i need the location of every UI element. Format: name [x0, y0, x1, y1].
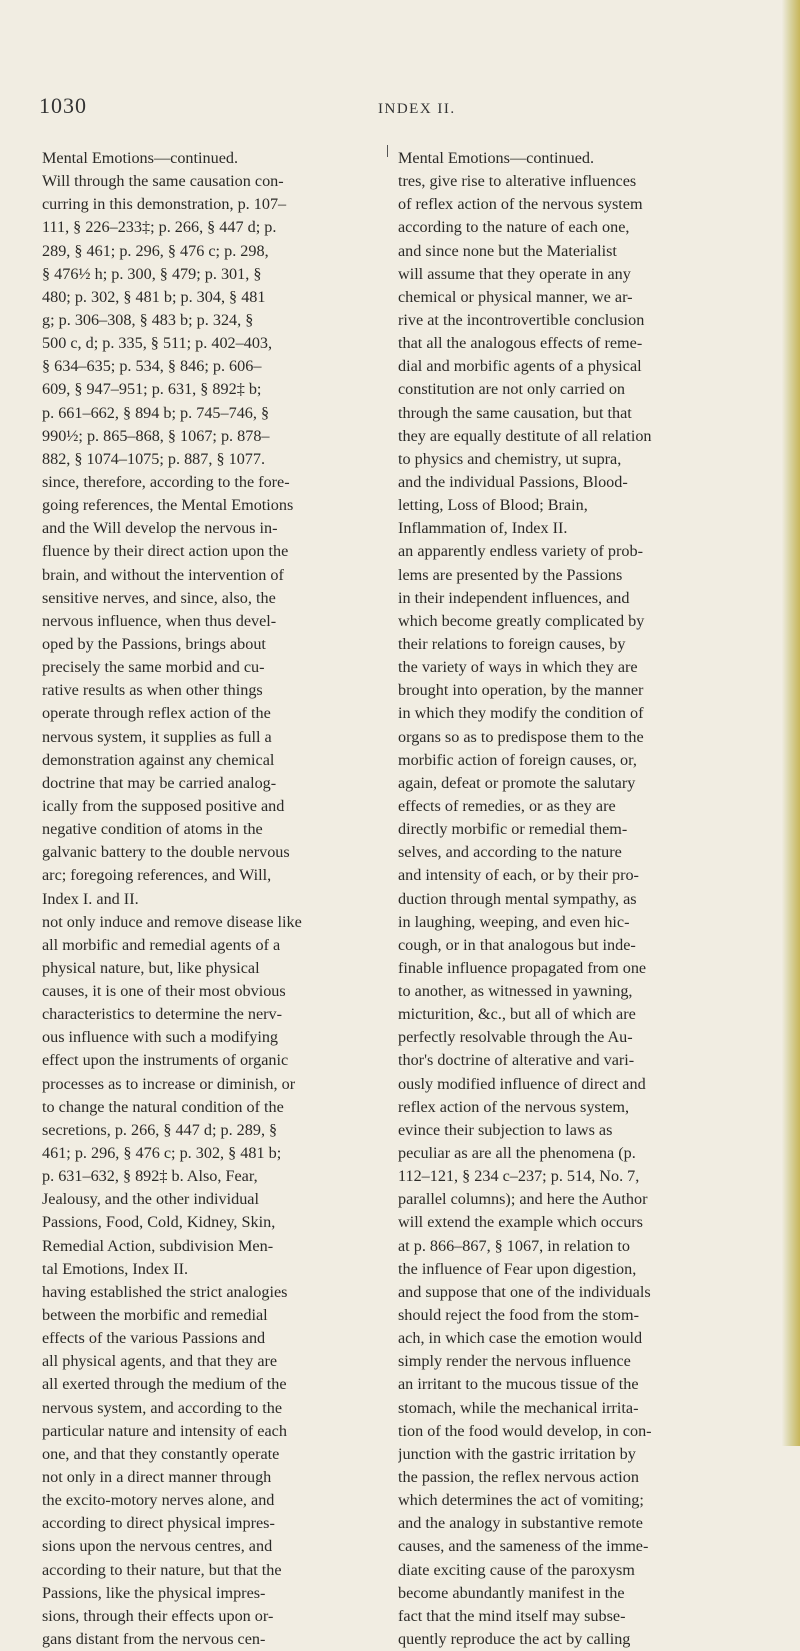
text-line: particular nature and intensity of each: [42, 1421, 287, 1440]
text-line: brought into operation, by the manner: [398, 681, 644, 700]
text-line: 112–121, § 234 c–237; p. 514, No. 7,: [398, 1167, 640, 1186]
text-line: and the individual Passions, Blood-: [398, 472, 628, 491]
text-line: constitution are not only carried on: [398, 380, 626, 399]
text-line: should reject the food from the stom-: [398, 1306, 639, 1325]
text-line: to another, as witnessed in yawning,: [398, 982, 633, 1001]
text-line: in their independent influences, and: [398, 588, 630, 607]
text-line: not only in a direct manner through: [42, 1468, 272, 1487]
text-line: peculiar as are all the phenomena (p.: [398, 1144, 636, 1163]
text-line: the influence of Fear upon digestion,: [398, 1259, 637, 1278]
text-line: at p. 866–867, § 1067, in relation to: [398, 1236, 630, 1255]
running-head: INDEX II.: [378, 101, 456, 117]
text-line: and since none but the Materialist: [398, 241, 617, 260]
text-line: tres, give rise to alterative influences: [398, 172, 637, 191]
text-line: of reflex action of the nervous system: [398, 195, 643, 214]
text-line: Mental Emotions—continued.: [42, 149, 239, 167]
text-line: one, and that they constantly operate: [42, 1444, 280, 1463]
text-line: to change the natural condition of the: [42, 1097, 284, 1116]
text-line: ach, in which case the emotion would: [398, 1329, 643, 1348]
text-line: selves, and according to the nature: [398, 843, 622, 862]
text-line: Passions, like the physical impres-: [42, 1583, 266, 1602]
text-line: g; p. 306–308, § 483 b; p. 324, §: [42, 310, 254, 329]
text-line: and intensity of each, or by their pro-: [398, 866, 639, 885]
text-line: 500 c, d; p. 335, § 511; p. 402–403,: [42, 334, 273, 353]
text-line: ically from the supposed positive and: [42, 796, 285, 815]
text-line: rive at the incontrovertible conclusion: [398, 310, 645, 329]
text-line: Index I. and II.: [42, 889, 139, 908]
text-line: cough, or in that analogous but inde-: [398, 935, 636, 954]
text-line: since, therefore, according to the fore-: [42, 472, 290, 491]
text-line: their relations to foreign causes, by: [398, 634, 626, 653]
text-line: which become greatly complicated by: [398, 611, 645, 630]
text-line: curring in this demonstration, p. 107–: [42, 195, 287, 214]
text-line: all physical agents, and that they are: [42, 1352, 278, 1371]
text-line: physical nature, but, like physical: [42, 958, 260, 977]
text-line: that all the analogous effects of reme-: [398, 334, 643, 353]
text-line: Will through the same causation con-: [42, 172, 284, 191]
text-line: according to direct physical impres-: [42, 1514, 275, 1533]
text-line: operate through reflex action of the: [42, 704, 271, 723]
text-line: Passions, Food, Cold, Kidney, Skin,: [42, 1213, 276, 1232]
text-line: fact that the mind itself may subse-: [398, 1606, 626, 1625]
text-line: effect upon the instruments of organic: [42, 1051, 289, 1070]
text-line: diate exciting cause of the paroxysm: [398, 1560, 635, 1579]
page-number: 1030: [39, 93, 87, 118]
text-line: tion of the food would develop, in con-: [398, 1421, 652, 1440]
text-line: ously modified influence of direct and: [398, 1074, 646, 1093]
text-line: which determines the act of vomiting;: [398, 1491, 644, 1510]
text-line: chemical or physical manner, we ar-: [398, 287, 633, 306]
text-line: they are equally destitute of all relation: [398, 426, 652, 445]
text-line: parallel columns); and here the Author: [398, 1190, 648, 1209]
text-line: an irritant to the mucous tissue of the: [398, 1375, 639, 1394]
text-line: § 634–635; p. 534, § 846; p. 606–: [42, 357, 262, 376]
text-line: the variety of ways in which they are: [398, 658, 638, 677]
text-line: through the same causation, but that: [398, 403, 632, 422]
text-line: duction through mental sympathy, as: [398, 889, 637, 908]
text-line: all morbific and remedial agents of a: [42, 935, 281, 954]
text-line: going references, the Mental Emotions: [42, 496, 294, 515]
text-line: having established the strict analogies: [42, 1282, 288, 1301]
text-line: 990½; p. 865–868, § 1067; p. 878–: [42, 426, 270, 445]
text-line: 289, § 461; p. 296, § 476 c; p. 298,: [42, 241, 269, 260]
text-line: nervous system, it supplies as full a: [42, 727, 272, 746]
text-line: and the Will develop the nervous in-: [42, 519, 278, 538]
text-line: galvanic battery to the double nervous: [42, 843, 290, 862]
text-line: fluence by their direct action upon the: [42, 542, 289, 561]
text-line: tal Emotions, Index II.: [42, 1259, 189, 1278]
text-line: § 476½ h; p. 300, § 479; p. 301, §: [42, 264, 262, 283]
text-line: Remedial Action, subdivision Men-: [42, 1236, 274, 1255]
text-line: again, defeat or promote the salutary: [398, 773, 636, 792]
text-line: Inflammation of, Index II.: [398, 519, 568, 538]
text-line: according to the nature of each one,: [398, 218, 630, 237]
text-line: characteristics to determine the nerv-: [42, 1005, 282, 1024]
page-edge: [782, 0, 800, 1446]
text-line: 882, § 1074–1075; p. 887, § 1077.: [42, 449, 266, 468]
left-column: [42, 147, 377, 1651]
text-line: evince their subjection to laws as: [398, 1120, 613, 1139]
text-line: sions, through their effects upon or-: [42, 1606, 274, 1625]
text-line: 609, § 947–951; p. 631, § 892‡ b;: [42, 380, 262, 399]
text-line: p. 661–662, § 894 b; p. 745–746, §: [42, 403, 270, 422]
text-line: rative results as when other things: [42, 681, 263, 700]
text-line: and the analogy in substantive remote: [398, 1514, 643, 1533]
text-line: will extend the example which occurs: [398, 1213, 643, 1232]
text-line: micturition, &c., but all of which are: [398, 1005, 636, 1024]
text-line: sensitive nerves, and since, also, the: [42, 588, 276, 607]
text-line: and suppose that one of the individuals: [398, 1282, 651, 1301]
text-line: dial and morbific agents of a physical: [398, 357, 642, 376]
text-line: junction with the gastric irritation by: [398, 1444, 636, 1463]
text-line: precisely the same morbid and cu-: [42, 658, 265, 677]
text-line: brain, and without the intervention of: [42, 565, 284, 584]
text-line: oped by the Passions, brings about: [42, 634, 266, 653]
text-line: the excito-motory nerves alone, and: [42, 1491, 275, 1510]
text-line: according to their nature, but that the: [42, 1560, 282, 1579]
text-line: perfectly resolvable through the Au-: [398, 1028, 633, 1047]
text-line: become abundantly manifest in the: [398, 1583, 625, 1602]
text-line: simply render the nervous influence: [398, 1352, 631, 1371]
text-line: morbific action of foreign causes, or,: [398, 750, 637, 769]
column-divider: [387, 145, 388, 157]
text-line: gans distant from the nervous cen-: [42, 1630, 266, 1648]
text-line: negative condition of atoms in the: [42, 820, 263, 839]
text-line: secretions, p. 266, § 447 d; p. 289, §: [42, 1120, 278, 1139]
text-line: to physics and chemistry, ut supra,: [398, 449, 622, 468]
text-line: p. 631–632, § 892‡ b. Also, Fear,: [42, 1167, 258, 1186]
text-line: finable influence propagated from one: [398, 958, 647, 977]
text-line: causes, it is one of their most obvious: [42, 982, 286, 1001]
text-line: thor's doctrine of alterative and vari-: [398, 1051, 635, 1070]
text-line: nervous influence, when thus devel-: [42, 611, 277, 630]
text-line: in laughing, weeping, and even hic-: [398, 912, 630, 931]
text-line: 111, § 226–233‡; p. 266, § 447 d; p.: [42, 218, 277, 237]
text-line: demonstration against any chemical: [42, 750, 275, 769]
text-line: an apparently endless variety of prob-: [398, 542, 643, 561]
text-line: between the morbific and remedial: [42, 1306, 268, 1325]
text-line: processes as to increase or diminish, or: [42, 1074, 296, 1093]
text-line: effects of the various Passions and: [42, 1329, 266, 1348]
text-line: will assume that they operate in any: [398, 264, 631, 283]
text-line: reflex action of the nervous system,: [398, 1097, 630, 1116]
text-line: arc; foregoing references, and Will,: [42, 866, 272, 885]
text-line: effects of remedies, or as they are: [398, 796, 616, 815]
text-line: 480; p. 302, § 481 b; p. 304, § 481: [42, 287, 266, 306]
text-line: stomach, while the mechanical irrita-: [398, 1398, 639, 1417]
text-line: quently reproduce the act by calling: [398, 1630, 631, 1648]
text-line: Mental Emotions—continued.: [398, 149, 595, 167]
text-line: directly morbific or remedial them-: [398, 820, 628, 839]
text-line: Jealousy, and the other individual: [42, 1190, 259, 1209]
text-line: not only induce and remove disease like: [42, 912, 302, 931]
text-line: nervous system, and according to the: [42, 1398, 283, 1417]
text-line: all exerted through the medium of the: [42, 1375, 287, 1394]
text-line: doctrine that may be carried analog-: [42, 773, 277, 792]
text-line: letting, Loss of Blood; Brain,: [398, 496, 588, 515]
text-line: lems are presented by the Passions: [398, 565, 623, 584]
text-line: ous influence with such a modifying: [42, 1028, 279, 1047]
text-line: the passion, the reflex nervous action: [398, 1468, 639, 1487]
right-column: [398, 147, 732, 1651]
text-line: organs so as to predispose them to the: [398, 727, 644, 746]
text-line: causes, and the sameness of the imme-: [398, 1537, 649, 1556]
text-line: in which they modify the condition of: [398, 704, 644, 723]
text-line: sions upon the nervous centres, and: [42, 1537, 273, 1556]
text-line: 461; p. 296, § 476 c; p. 302, § 481 b;: [42, 1144, 282, 1163]
